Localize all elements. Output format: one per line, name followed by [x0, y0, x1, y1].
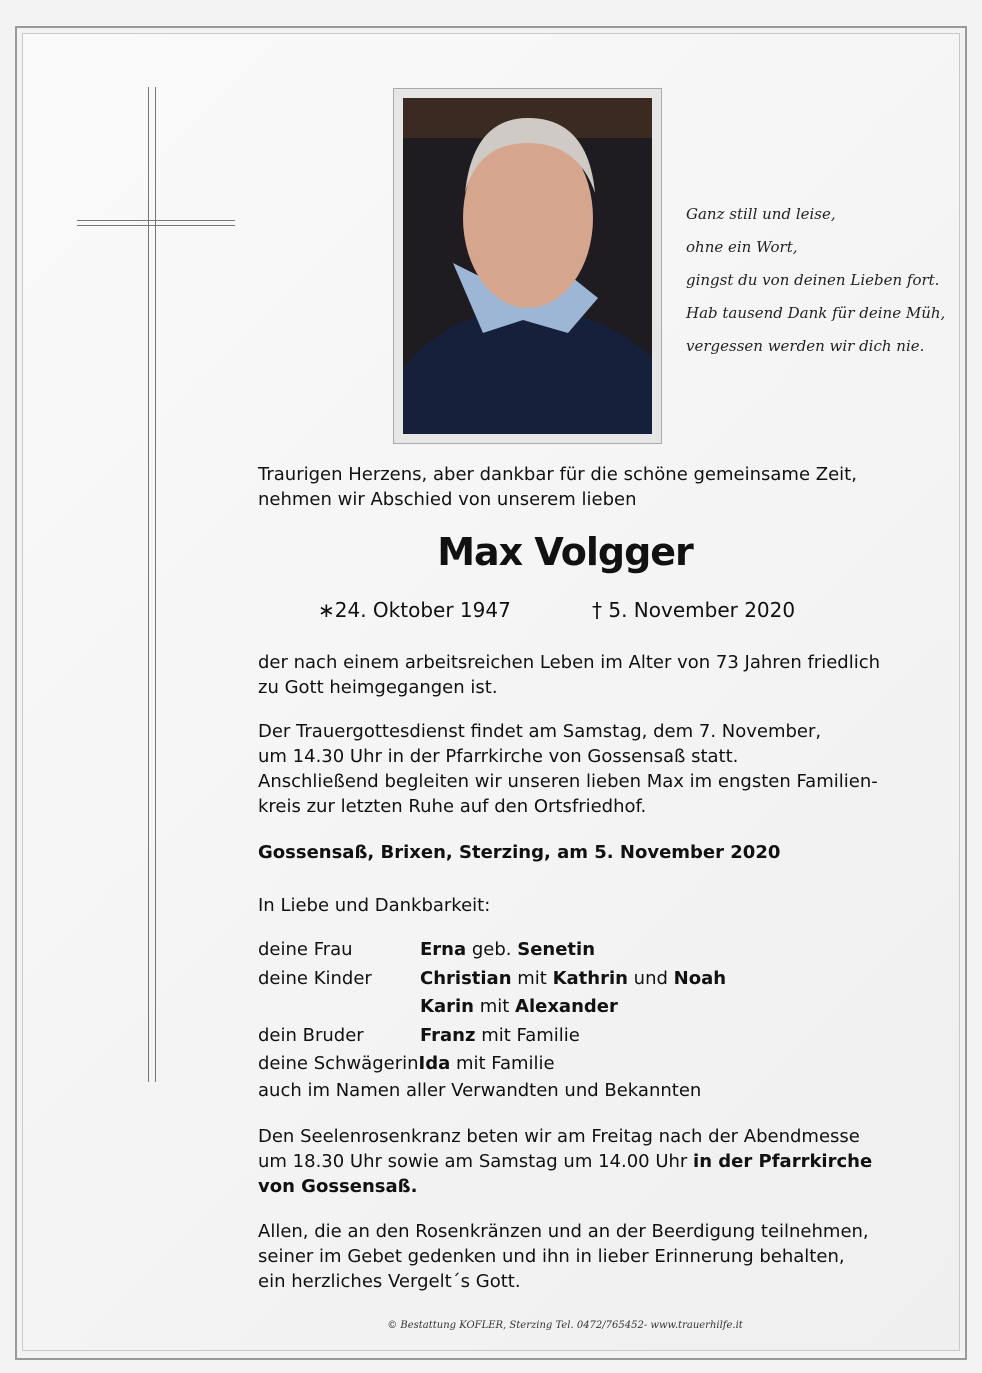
family-name-part: Alexander	[515, 996, 618, 1017]
relation-label	[258, 993, 420, 1022]
family-name-part: Christian	[420, 967, 512, 989]
family-name-part: mit Familie	[475, 1024, 580, 1046]
family-name-part: Franz	[420, 1024, 476, 1046]
family-name-part: Erna	[420, 939, 467, 960]
relatives-line: auch im Namen aller Verwandten und Bekannten	[258, 1080, 702, 1101]
service-text	[258, 719, 878, 819]
intro-line: nehmen wir Abschied von unserem lieben	[258, 489, 637, 510]
family-row	[258, 1050, 726, 1079]
family-names	[419, 1050, 555, 1079]
family-name-part: Karin	[420, 996, 474, 1017]
cross-icon-bar	[77, 220, 235, 226]
family-names	[420, 1022, 580, 1051]
family-row	[258, 1022, 726, 1051]
service-line: kreis zur letzten Ruhe auf den Ortsfriedhof.	[258, 796, 647, 817]
thanks-line: seiner im Gebet gedenken und ihn in lieber Erinnerung behalten,	[258, 1246, 845, 1267]
poem-line: Ganz still und leise,	[686, 205, 836, 223]
rosary-text	[258, 1124, 872, 1199]
birth-date: ∗24. Oktober 1947	[318, 598, 511, 622]
relation-label: deine Frau	[258, 939, 353, 960]
thanks-line: ein herzliches Vergelt´s Gott.	[258, 1271, 521, 1292]
rosary-line: um 18.30 Uhr sowie am Samstag um 14.00 Uhr	[258, 1151, 694, 1172]
poem-line: vergessen werden wir dich nie.	[686, 337, 925, 355]
thanks-line: Allen, die an den Rosenkränzen und an der Beerdigung teilnehmen,	[258, 1221, 869, 1242]
service-line: um 14.30 Uhr in der Pfarrkirche von Gossensaß statt.	[258, 746, 739, 767]
love-line: In Liebe und Dankbarkeit:	[258, 895, 491, 916]
passing-text	[258, 650, 880, 700]
family-row	[258, 936, 726, 965]
family-name-part: und	[627, 967, 674, 989]
poem	[686, 198, 945, 363]
intro-line: Traurigen Herzens, aber dankbar für die schöne gemeinsame Zeit,	[258, 464, 857, 485]
family-names	[420, 993, 618, 1022]
poem-line: gingst du von deinen Lieben fort.	[686, 271, 940, 289]
family-name-part: Kathrin	[552, 967, 628, 989]
footer-credit: © Bestattung KOFLER, Sterzing Tel. 0472/765452- www.trauerhilfe.it	[387, 1320, 743, 1331]
family-name-part: Ida	[418, 1053, 451, 1074]
thanks-text	[258, 1219, 869, 1294]
intro-text	[258, 462, 857, 512]
family-name-part: mit	[511, 967, 553, 989]
service-line: Anschließend begleiten wir unseren lieben Max im engsten Familien-	[258, 771, 878, 792]
rosary-location: in der Pfarrkirche	[693, 1151, 873, 1172]
passing-line: der nach einem arbeitsreichen Leben im Alter von 73 Jahren friedlich	[258, 652, 881, 673]
relation-label: dein Bruder	[258, 1024, 364, 1046]
family-name-part: Noah	[673, 967, 727, 989]
place-date: Gossensaß, Brixen, Sterzing, am 5. November 2020	[258, 842, 781, 863]
relation-label: deine Schwägerin	[258, 1053, 419, 1074]
cross-icon	[148, 87, 156, 1082]
service-line: Der Trauergottesdienst findet am Samstag, dem 7. November,	[258, 721, 822, 742]
family-name-part: geb.	[466, 939, 518, 960]
rosary-line: Den Seelenrosenkranz beten wir am Freitag nach der Abendmesse	[258, 1126, 860, 1147]
rosary-location: von Gossensaß.	[258, 1176, 418, 1197]
family-names	[420, 936, 595, 965]
death-date: † 5. November 2020	[592, 598, 796, 622]
deceased-name: Max Volgger	[437, 530, 693, 574]
passing-line: zu Gott heimgegangen ist.	[258, 677, 498, 698]
family-row	[258, 965, 726, 994]
family-list	[258, 936, 726, 1079]
portrait-frame	[393, 88, 662, 444]
poem-line: ohne ein Wort,	[686, 238, 798, 256]
relation-label: deine Kinder	[258, 967, 372, 989]
family-name-part: mit	[473, 996, 516, 1017]
family-names	[420, 965, 726, 994]
family-name-part: Senetin	[517, 939, 596, 960]
family-name-part: mit Familie	[450, 1053, 555, 1074]
portrait-photo	[403, 98, 652, 434]
family-row	[258, 993, 726, 1022]
poem-line: Hab tausend Dank für deine Müh,	[686, 304, 946, 322]
